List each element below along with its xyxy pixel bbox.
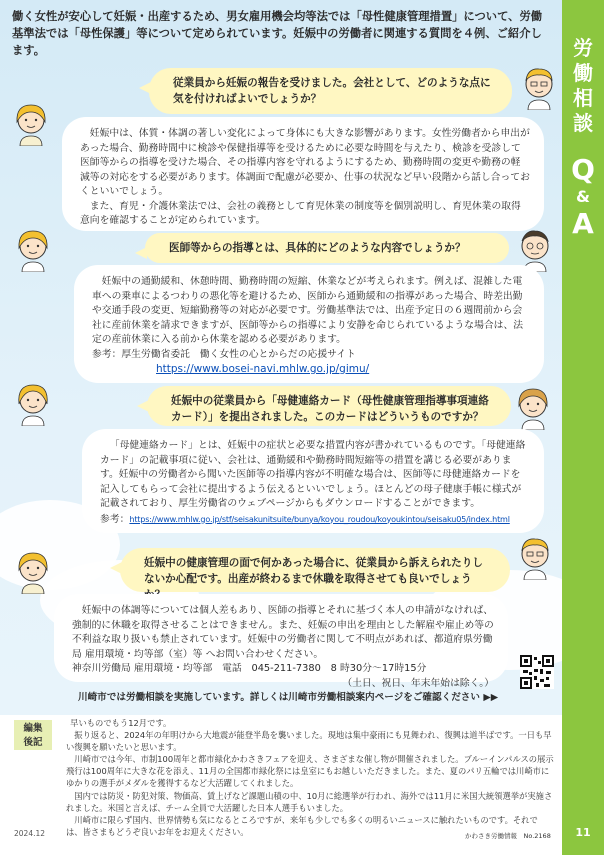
employer-avatar-icon xyxy=(520,64,558,110)
answer-paragraph: また、育児・介護休業法では、会社の義務として育児休業の制度等を個別説明し、育児休業の取得意向を確認することが定められています。 xyxy=(80,200,521,226)
reference-label: 参考： xyxy=(100,513,130,525)
adviser-avatar-icon xyxy=(12,100,50,146)
side-title-char: 談 xyxy=(573,111,593,135)
answer-paragraph: 妊娠中は、体質・体調の著しい変化によって身体にも大きな影響があります。女性労働者から申出があった場合、勤務時間中に検診や保健指導等を受けるために必要な時間を与えたり、検診を受診して医師等からの指導を受けた場合、その指導内容を守れるようにするため、勤務時間の変更や勤務の軽減等の対応をする必要があります。体調面で配慮が必要か、仕事の状況など早い段階から話し合っておくといいでしょう。 xyxy=(80,128,530,197)
editor-paragraph: 川崎市では今年、市制100周年と都市緑化かわさきフェアを迎え、さまざまな催し物が開催されました。ブルーインパルスの展示飛行は100周年に大きな花を添え、11月の全国都市緑化祭には皇室にもお越しいただきました。また、夏のパリ五輪では川崎市にゆかりの選手がメダルを獲得するなど大活躍してくれました。 xyxy=(66,754,554,789)
question-bubble-3: 妊娠中の従業員から「母健連絡カード（母性健康管理指導事項連絡カード）」を提出されました。このカードはどういうものですか？ xyxy=(147,386,511,426)
editor-paragraph: 川崎市に限らず国内、世界情勢も気になるところですが、来年も少しでも多くの明るいニュースに触れたいものです。それでは、皆さまもどうぞ良いお年をお迎えください。 xyxy=(66,814,538,837)
qr-code-icon[interactable] xyxy=(520,655,554,689)
adviser-avatar-icon xyxy=(14,548,52,594)
reference-label: 参考：厚生労働省委託 働く女性の心とからだの応援サイト xyxy=(92,348,356,360)
answer-paragraph: 妊娠中の通勤緩和、休憩時間、勤務時間の短縮、休業などが考えられます。例えば、混雑した電車への乗車によるつわりの悪化等を避けるため、医師から通勤緩和の指導があった場合、時差出勤や交通手段の変更、短縮勤務等の対応が必要です。労働基準法では、出産予定日の６週間前から会社に産前休業を請求できますが、医師等からの指導により安静を命じられているような場合は、法定の産前休業に入る前から休業を認める必要があります。 xyxy=(92,276,524,345)
editor-paragraph: 国内では防災・防犯対策、物価高、賃上げなど課題山積の中、10月に総選挙が行われ、海外では11月に米国大統領選挙が実施されました。米国と言えば、チーム全員で大活躍した日本人選手もいました。 xyxy=(66,790,553,813)
editor-paragraph: 振り返ると、2024年の年明けから大地震が能登半島を襲いました。現地は集中豪雨にも見舞われ、復興は道半ばです。一日も早い復興を願いたいと思います。 xyxy=(66,730,552,753)
side-qa-mark xyxy=(562,154,604,240)
question-bubble-2: 医師等からの指導とは、具体的にどのような内容でしょうか？ xyxy=(145,233,509,263)
side-title xyxy=(562,36,604,136)
side-amp: & xyxy=(576,187,590,206)
answer-bubble-1 xyxy=(62,117,544,231)
contact-line: 神奈川労働局 雇用環境・均等部 電話 045-211-7380 8 時30分～17時15分 xyxy=(72,663,427,674)
answer-bubble-2 xyxy=(74,265,544,383)
page-number: 11 xyxy=(568,823,598,843)
question-bubble-1: 従業員から妊娠の報告を受けました。会社として、どのような点に気を付ければよいでしょうか？ xyxy=(149,68,512,114)
consult-notice[interactable]: 川崎市では労働相談を実施しています。詳しくは川崎市労働相談案内ページをご確認ください ▶▶ xyxy=(78,692,499,703)
answer-bubble-3 xyxy=(82,429,544,533)
side-a: A xyxy=(572,207,594,240)
adviser-avatar-icon xyxy=(514,384,552,430)
side-q: Q xyxy=(571,153,595,186)
side-bar xyxy=(562,0,604,855)
editor-label xyxy=(14,720,52,750)
contact-note: （土日、祝日、年末年始は除く。） xyxy=(342,677,494,689)
editor-text xyxy=(66,717,554,838)
answer-paragraph: 「母健連絡カード」とは、妊娠中の症状と必要な措置内容が書かれているものです。「母健連絡カード」の記載事項に従い、会社は、通勤緩和や勤務時間短縮等の措置を講じる必要があります。妊娠中の労働者から聞いた医師等の指導内容が不明確な場合は、医師等に母健連絡カードを記入してもらって会社に提出するよう伝えるといいでしょう。ほとんどの母子健康手帳に様式が記載されており、厚生労働省のウェブページからもダウンロードすることができます。 xyxy=(100,440,526,509)
editor-label-line: 編集 xyxy=(23,723,43,734)
reference-link[interactable]: https://www.mhlw.go.jp/stf/seisakunitsuite/bunya/koyou_roudou/koyoukintou/seisaku05/index.html xyxy=(129,513,510,524)
intro-text: 働く女性が安心して妊娠・出産するため、男女雇用機会均等法では「母性健康管理措置」について、労働基準法では「母性保護」等について定められています。妊娠中の労働者に関連する質問を４例、ご紹介します。 xyxy=(12,10,543,57)
employer-avatar-icon xyxy=(14,226,52,272)
side-title-char: 労 xyxy=(573,36,593,60)
employer-avatar-icon xyxy=(516,534,554,580)
publication-name: かわさき労働情報 No.2168 xyxy=(465,832,551,840)
side-title-char: 働 xyxy=(573,61,593,85)
answer-bubble-4 xyxy=(54,594,508,689)
reference-link[interactable]: https://www.bosei-navi.mhlw.go.jp/gimu/ xyxy=(156,363,370,375)
editor-label-line: 後記 xyxy=(23,737,43,748)
question-bubble-4: 妊娠中の健康管理の面で何かあった場合に、従業員から訴えられたりしないか心配です。出産が終わるまで休職を取得させても良いでしょう xyxy=(120,548,510,592)
issue-date: 2024.12 xyxy=(14,829,46,838)
side-title-char: 相 xyxy=(573,86,593,110)
answer-paragraph: 妊娠中の体調等については個人差もあり、医師の指導とそれに基づく本人の申請がなければ、強制的に休職を取得させることはできません。また、妊娠の申出を理由とした解雇や雇止め等の不利益な取り扱いも禁止されています。妊娠中の労働者に関して不明点があれば、都道府県労働局 雇用環境・均等部（室）等 へお問い合わせください。 xyxy=(72,605,494,660)
employee-avatar-icon xyxy=(14,380,52,426)
editor-paragraph: 早いものでもう12月です。 xyxy=(70,718,172,728)
